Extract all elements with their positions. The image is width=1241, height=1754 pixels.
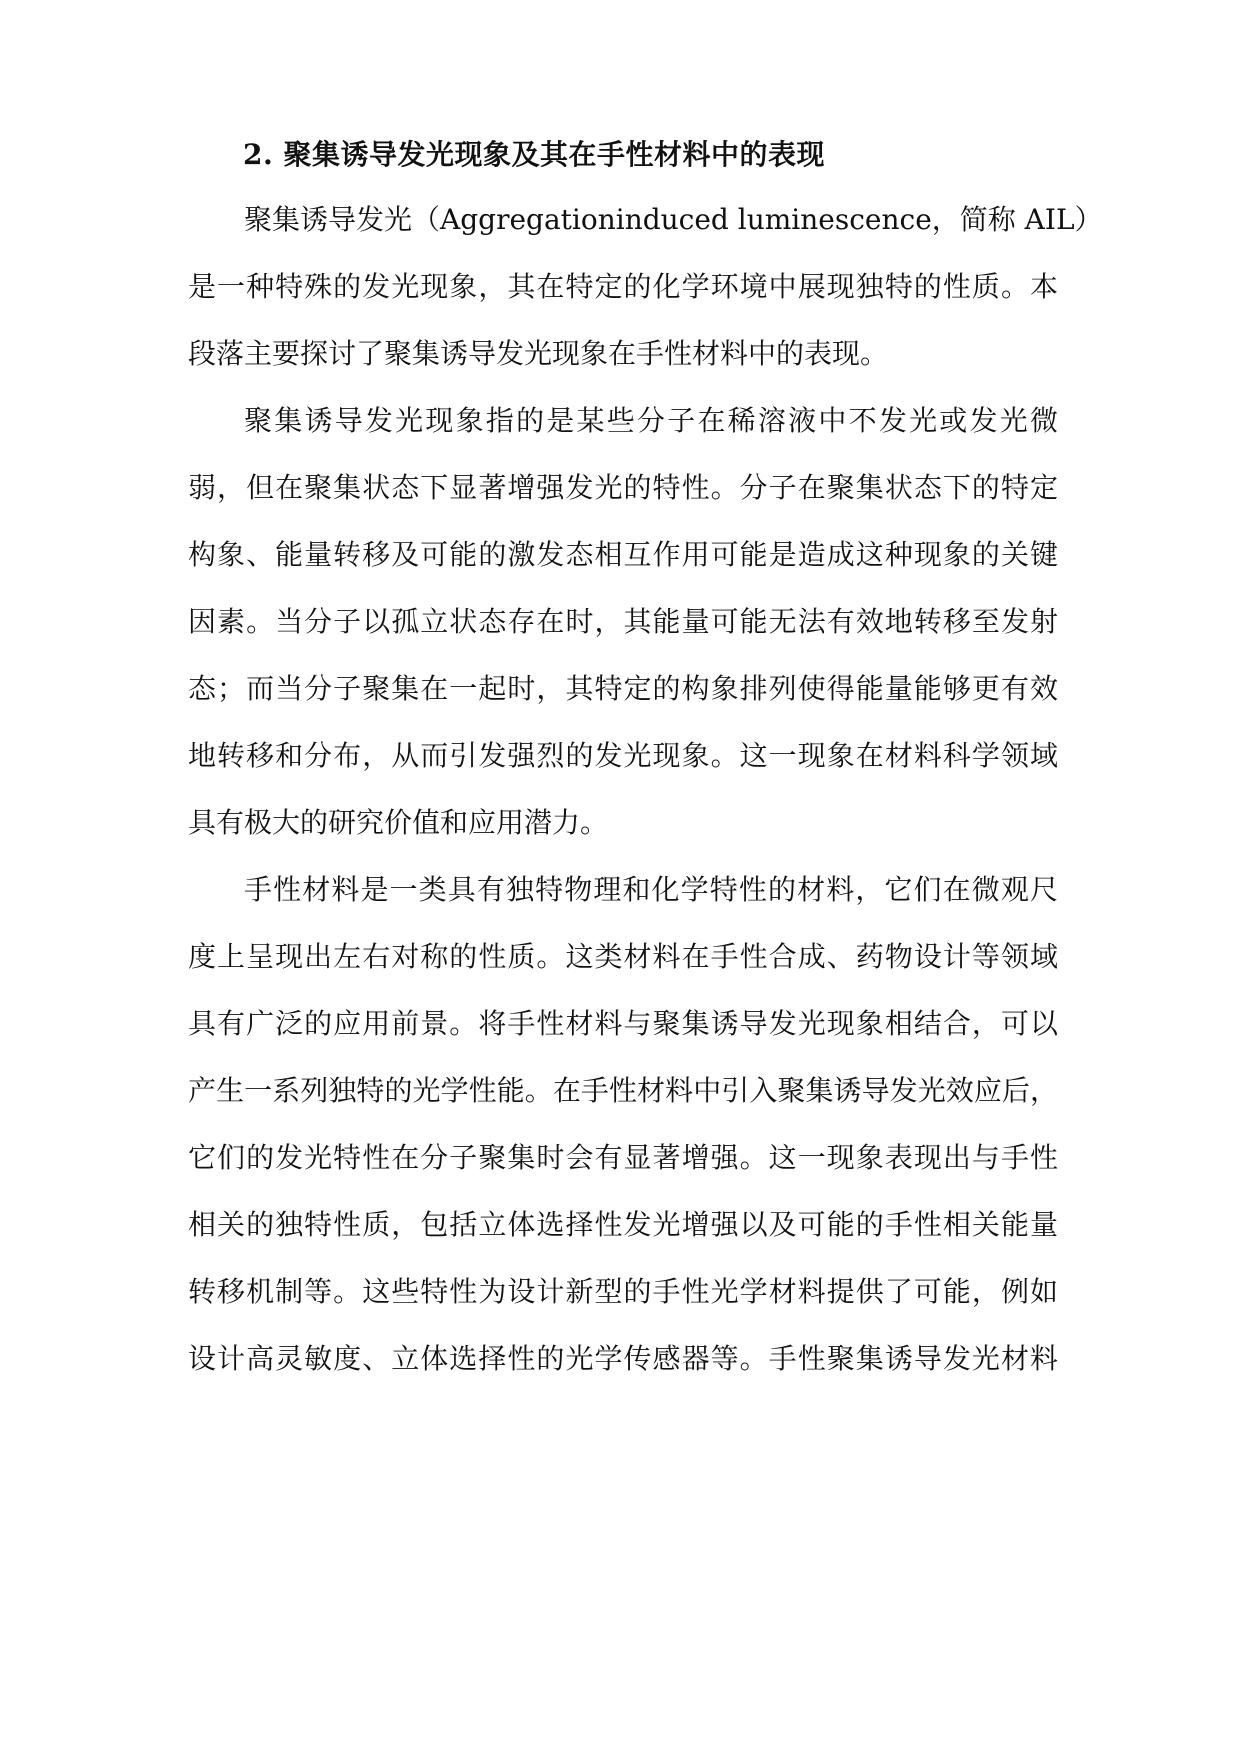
paragraph-3-line-6: 相关的独特性质，包括立体选择性发光增强以及可能的手性相关能量 <box>188 1208 1058 1241</box>
paragraph-3-line-2: 度上呈现出左右对称的性质。这类材料在手性合成、药物设计等领域 <box>188 940 1058 973</box>
paragraph-3-line-5: 它们的发光特性在分子聚集时会有显著增强。这一现象表现出与手性 <box>188 1141 1058 1174</box>
paragraph-3-line-3: 具有广泛的应用前景。将手性材料与聚集诱导发光现象相结合，可以 <box>188 1007 1058 1040</box>
paragraph-1-line-1: 聚集诱导发光（Aggregationinduced luminescence，简称 AIL） <box>244 203 1103 236</box>
paragraph-3-line-4: 产生一系列独特的光学性能。在手性材料中引入聚集诱导发光效应后， <box>188 1074 1058 1107</box>
paragraph-2-line-6: 地转移和分布，从而引发强烈的发光现象。这一现象在材料科学领域 <box>188 739 1058 772</box>
paragraph-2-line-4: 因素。当分子以孤立状态存在时，其能量可能无法有效地转移至发射 <box>188 605 1058 638</box>
paragraph-1-line-2: 是一种特殊的发光现象，其在特定的化学环境中展现独特的性质。本 <box>188 270 1058 303</box>
paragraph-1-line-3: 段落主要探讨了聚集诱导发光现象在手性材料中的表现。 <box>188 337 889 370</box>
section-heading: 2. 聚集诱导发光现象及其在手性材料中的表现 <box>243 138 825 171</box>
paragraph-3-line-7: 转移机制等。这些特性为设计新型的手性光学材料提供了可能，例如 <box>188 1275 1058 1308</box>
paragraph-2-line-5: 态；而当分子聚集在一起时，其特定的构象排列使得能量能够更有效 <box>188 672 1058 705</box>
paragraph-2-line-2: 弱，但在聚集状态下显著增强发光的特性。分子在聚集状态下的特定 <box>188 471 1058 504</box>
paragraph-2-line-7: 具有极大的研究价值和应用潜力。 <box>188 806 609 839</box>
paragraph-3-line-1: 手性材料是一类具有独特物理和化学特性的材料，它们在微观尺 <box>244 873 1058 906</box>
paragraph-2-line-1: 聚集诱导发光现象指的是某些分子在稀溶液中不发光或发光微 <box>244 404 1058 437</box>
paragraph-2-line-3: 构象、能量转移及可能的激发态相互作用可能是造成这种现象的关键 <box>188 538 1058 571</box>
paragraph-3-line-8: 设计高灵敏度、立体选择性的光学传感器等。手性聚集诱导发光材料 <box>188 1342 1058 1375</box>
